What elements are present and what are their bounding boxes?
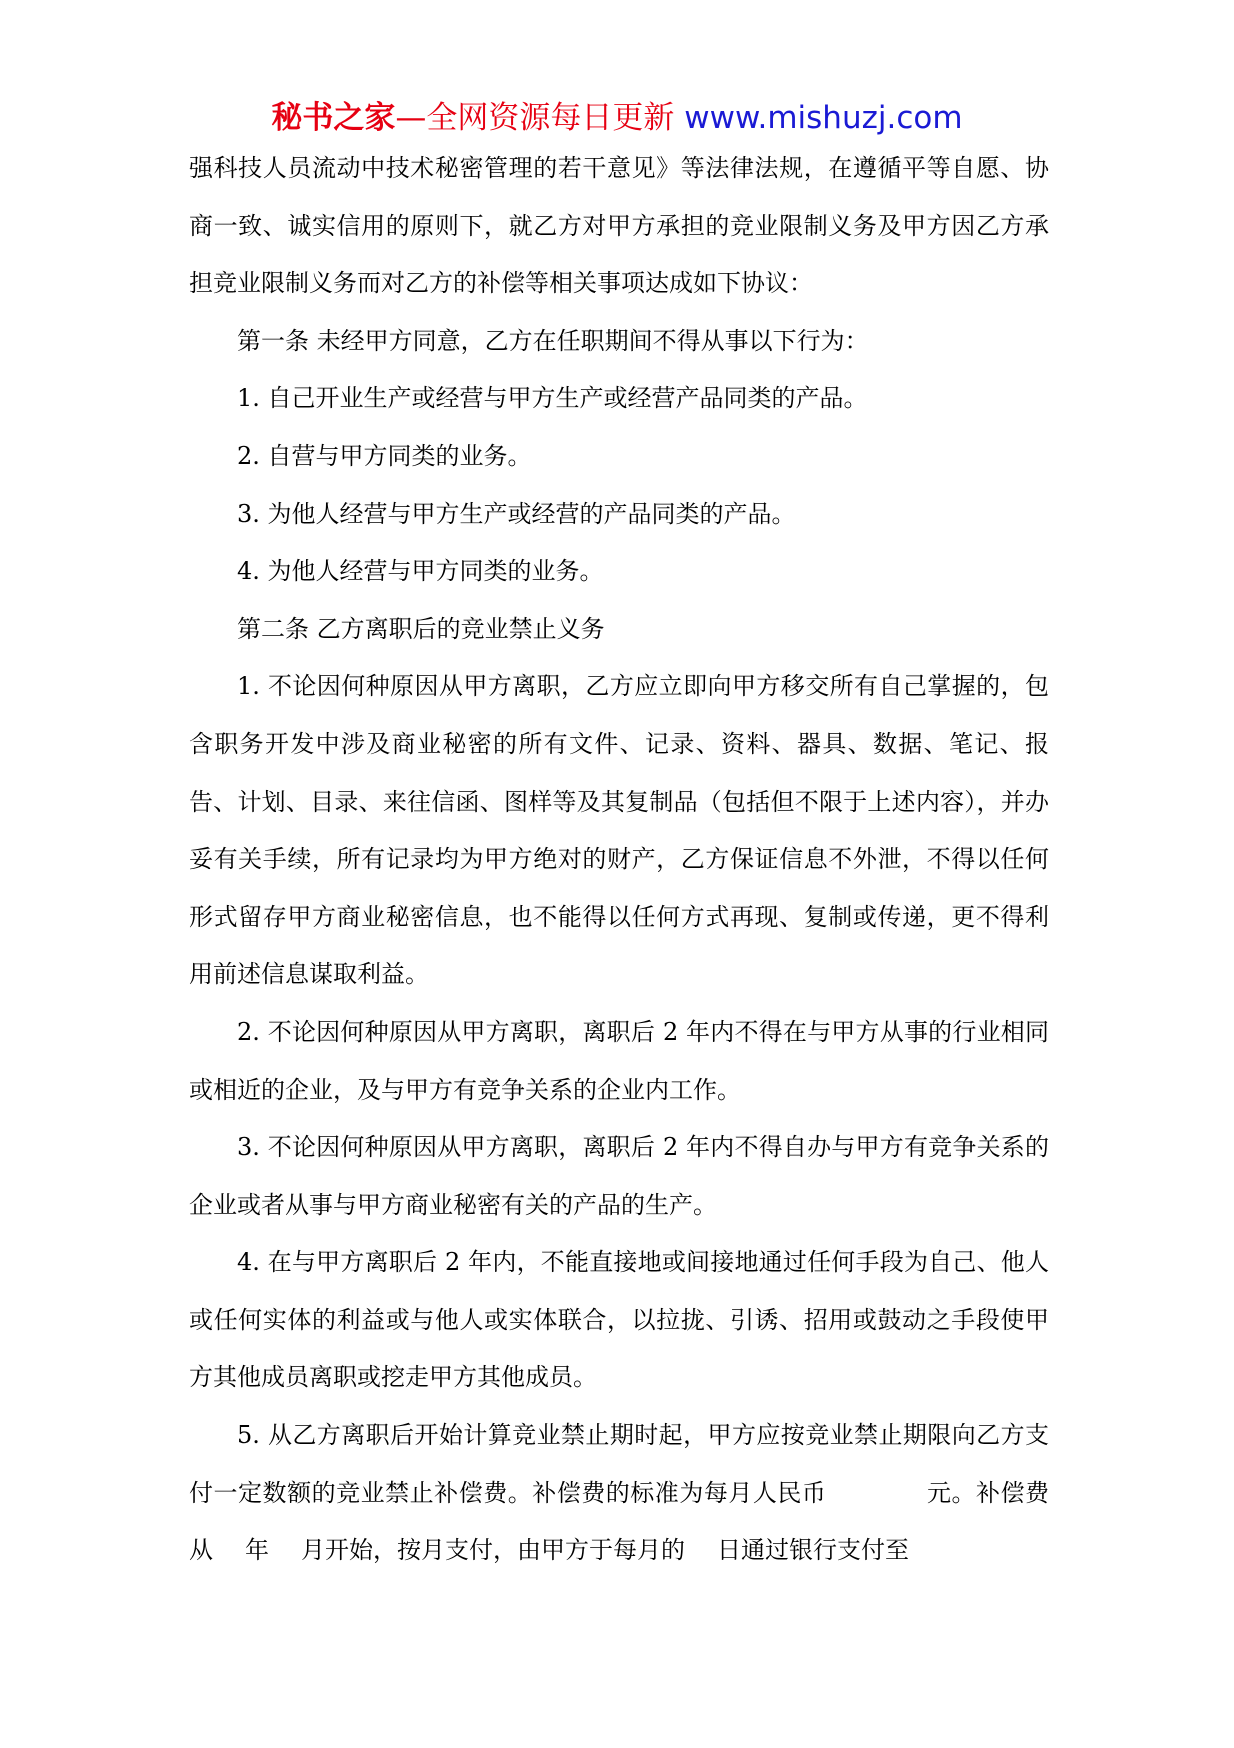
article-2-heading: 第二条 乙方离职后的竞业禁止义务 bbox=[237, 614, 605, 643]
site-name: 秘书之家 bbox=[271, 100, 396, 136]
site-url[interactable]: www.mishuzj.com bbox=[674, 100, 963, 136]
article-1-item-1: 1. 自己开业生产或经营与甲方生产或经营产品同类的产品。 bbox=[237, 384, 868, 413]
site-slogan: —全网资源每日更新 bbox=[395, 100, 675, 136]
article-2-item-3: 3. 不论因何种原因从甲方离职，离职后 2 年内不得自办与甲方有竞争关系的企业或者从事与甲方商业秘密有关的产品的生产。 bbox=[189, 1133, 1049, 1219]
item-5-text-2: 元。补偿费从 bbox=[189, 1478, 1050, 1565]
item-5-text-3: 年 bbox=[245, 1536, 269, 1565]
paragraph-intro-continued: 强科技人员流动中技术秘密管理的若干意见》等法律法规，在遵循平等自愿、协商一致、诚实信用的原则下，就乙方对甲方承担的竞业限制义务及甲方因乙方承担竞业限制义务而对乙方的补偿等相关事项达成如下协议： bbox=[189, 154, 1049, 298]
item-5-text-1: 5. 从乙方离职后开始计算竞业禁止期时起，甲方应按竞业禁止期限向乙方支付一定数额的竞业禁止补偿费。补偿费的标准为每月人民币 bbox=[189, 1421, 1049, 1507]
item-5-text-5: 日通过银行支付至 bbox=[717, 1536, 909, 1565]
site-watermark bbox=[0, 98, 1234, 138]
article-1-item-3: 3. 为他人经营与甲方生产或经营的产品同类的产品。 bbox=[237, 499, 796, 528]
article-2-item-2: 2. 不论因何种原因从甲方离职，离职后 2 年内不得在与甲方从事的行业相同或相近的企业，及与甲方有竞争关系的企业内工作。 bbox=[189, 1017, 1049, 1104]
item-5-text-4: 月开始，按月支付，由甲方于每月的 bbox=[301, 1536, 685, 1565]
contract-body bbox=[189, 140, 1049, 1580]
article-2-item-1: 1. 不论因何种原因从甲方离职，乙方应立即向甲方移交所有自己掌握的，包含职务开发中涉及商业秘密的所有文件、记录、资料、器具、数据、笔记、报告、计划、目录、来往信函、图样等及其复制品（包括但不限于上述内容），并办妥有关手续，所有记录均为甲方绝对的财产，乙方保证信息不外泄，不得以任何形式留存甲方商业秘密信息，也不能得以任何方式再现、复制或传递，更不得利用前述信息谋取利益。 bbox=[189, 672, 1049, 989]
article-2-item-5 bbox=[189, 1407, 1049, 1580]
article-1-item-2: 2. 自营与甲方同类的业务。 bbox=[237, 441, 532, 470]
article-1-heading: 第一条 未经甲方同意，乙方在任职期间不得从事以下行为： bbox=[237, 326, 869, 355]
article-1-item-4: 4. 为他人经营与甲方同类的业务。 bbox=[237, 557, 604, 586]
article-2-item-4: 4. 在与甲方离职后 2 年内，不能直接地或间接地通过任何手段为自己、他人或任何实体的利益或与他人或实体联合，以拉拢、引诱、招用或鼓动之手段使甲方其他成员离职或挖走甲方其他成员。 bbox=[189, 1248, 1049, 1392]
